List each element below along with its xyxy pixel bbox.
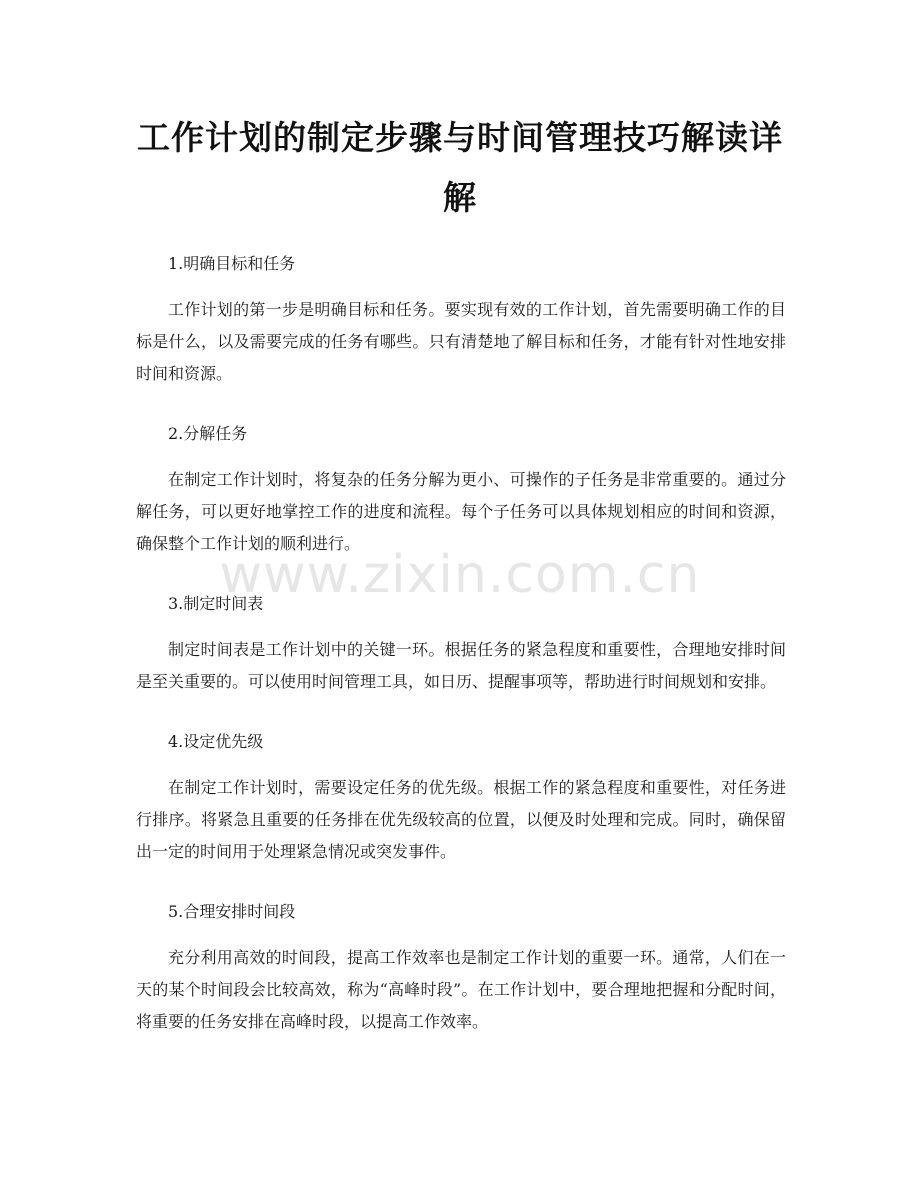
- section-paragraph: 工作计划的第一步是明确目标和任务。要实现有效的工作计划，首先需要明确工作的目标是什么，以及需要完成的任务有哪些。只有清楚地了解目标和任务，才能有针对性地安排时间和资源。: [136, 300, 786, 383]
- section-paragraph: 充分利用高效的时间段，提高工作效率也是制定工作计划的重要一环。通常，人们在一天的某个时间段会比较高效，称为“高峰时段”。在工作计划中，要合理地把握和分配时间，将重要的任务安排在高峰时段，以提高工作效率。: [136, 948, 786, 1031]
- section-heading: 2.分解任务: [168, 424, 248, 443]
- document-body: [136, 246, 786, 1064]
- section-paragraph: 在制定工作计划时，需要设定任务的优先级。根据工作的紧急程度和重要性，对任务进行排序。将紧急且重要的任务排在优先级较高的位置，以便及时处理和完成。同时，确保留出一定的时间用于处理紧急情况或突发事件。: [136, 778, 786, 861]
- section-3: [136, 586, 786, 698]
- section-4: [136, 724, 786, 868]
- document-title: 工作计划的制定步骤与时间管理技巧解读详解: [137, 118, 783, 217]
- section-heading: 3.制定时间表: [168, 594, 264, 613]
- section-2: [136, 416, 786, 560]
- watermark: www.zixin.com.cn: [219, 545, 701, 605]
- section-paragraph: 在制定工作计划时，将复杂的任务分解为更小、可操作的子任务是非常重要的。通过分解任务，可以更好地掌控工作的进度和流程。每个子任务可以具体规划相应的时间和资源，确保整个工作计划的顺利进行。: [136, 470, 786, 553]
- section-paragraph: 制定时间表是工作计划中的关键一环。根据任务的紧急程度和重要性，合理地安排时间是至关重要的。可以使用时间管理工具，如日历、提醒事项等，帮助进行时间规划和安排。: [136, 640, 786, 691]
- section-1: [136, 246, 786, 390]
- section-heading: 1.明确目标和任务: [168, 254, 296, 273]
- section-heading: 5.合理安排时间段: [168, 902, 296, 921]
- section-heading: 4.设定优先级: [168, 732, 264, 751]
- section-5: [136, 894, 786, 1038]
